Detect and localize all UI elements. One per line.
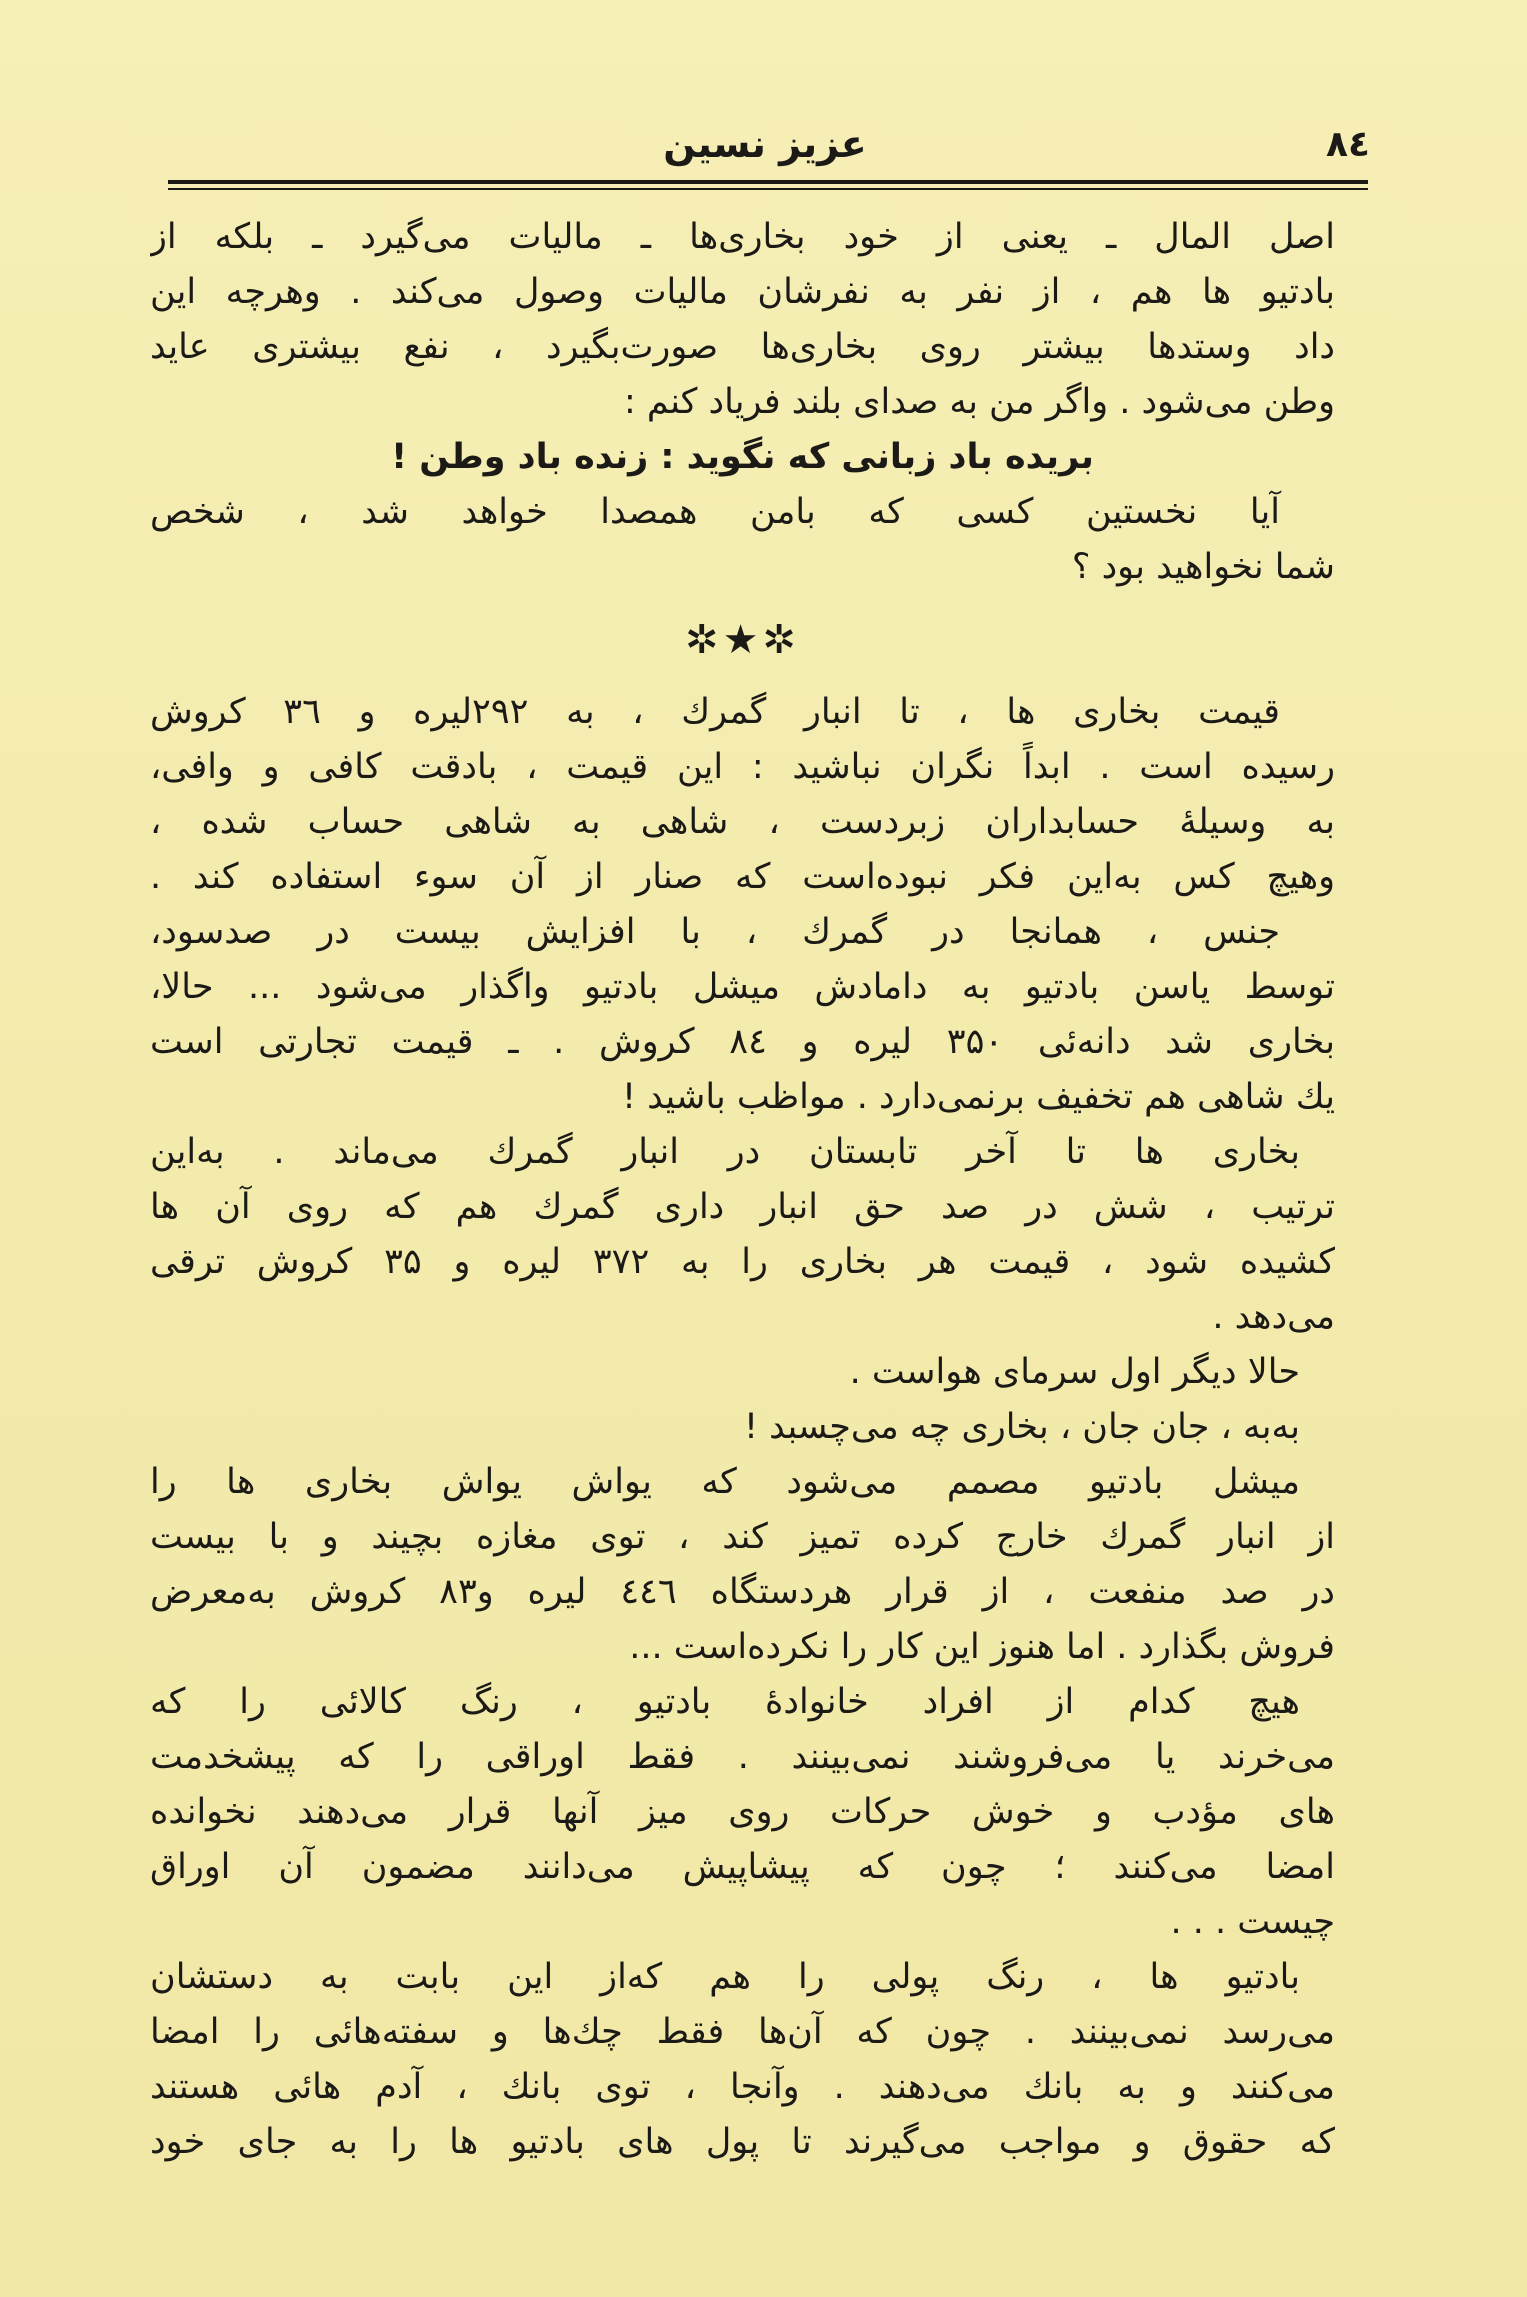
text-line: به‌به ، جان جان ، بخاری چه می‌چسبد ! [743,1407,1300,1447]
text-line-emphasis: بریده باد زبانی که نگوید : زنده باد وطن ! [391,437,1094,477]
text-line: یك شاهی هم تخفیف برنمی‌دارد . مواظب باشید ! [621,1077,1335,1117]
text-line: های مؤدب و خوش حرکات روی میز آنها قرار می‌دهند نخوانده [150,1792,1335,1832]
text-line: اصل المال ـ یعنی از خود بخاری‌ها ـ مالیات می‌گیرد ـ بلکه از [150,217,1335,257]
text-line: داد وستدها بیشتر روی بخاری‌ها صورت‌بگیرد ، نفع بیشتری عاید [150,327,1335,367]
text-line: می‌خرند یا می‌فروشند نمی‌بینند . فقط اوراقی را که پیشخدمت [150,1737,1335,1777]
text-line: فروش بگذارد . اما هنوز این کار را نکرده‌است ... [629,1627,1335,1667]
text-line: می‌رسد نمی‌بینند . چون که آن‌ها فقط چك‌ها و سفته‌هائی را امضا [150,2012,1335,2052]
text-line: بخاری شد دانه‌ئی ۳۵۰ لیره و ٨٤ کروش . ـ قیمت تجارتی است [150,1022,1335,1062]
header-rule-thin [168,188,1368,190]
text-line: هیچ کدام از افراد خانوادهٔ بادتیو ، رنگ کالائی را که [150,1682,1300,1722]
body-text [150,210,1335,2170]
text-line: امضا می‌کنند ؛ چون که پیشاپیش می‌دانند مضمون آن اوراق [150,1847,1335,1887]
text-line: شما نخواهید بود ؟ [1071,547,1335,587]
text-line: بادتیو ها ، رنگ پولی را هم که‌از این بابت به دستشان [150,1957,1300,1997]
text-line: قیمت بخاری ها ، تا انبار گمرك ، به ۲۹۲لیره و ۳٦ کروش [150,692,1280,732]
text-line: میشل بادتیو مصمم می‌شود که یواش یواش بخاری ها را [150,1462,1300,1502]
text-line: توسط یاسن بادتیو به دامادش میشل بادتیو واگذار می‌شود ... حالا، [150,967,1335,1007]
text-line: کشیده شود ، قیمت هر بخاری را به ۳۷۲ لیره و ۳۵ کروش ترقی [150,1242,1335,1282]
text-line: در صد منفعت ، از قرار هردستگاه ٤٤٦ لیره و۸۳ کروش به‌معرض [150,1572,1335,1612]
page-number: ٨٤ [1326,124,1370,165]
text-line: آیا نخستین کسی که بامن همصدا خواهد شد ، شخص [150,492,1280,532]
page-header [160,120,1370,180]
text-line: ترتیب ، شش در صد حق انبار داری گمرك هم که روی آن ها [150,1187,1335,1227]
text-line: بخاری ها تا آخر تابستان در انبار گمرك می‌ماند . به‌این [150,1132,1300,1172]
text-line: جنس ، همانجا در گمرك ، با افزایش بیست در صدسود، [150,912,1280,952]
text-line: بادتیو ها هم ، از نفر به نفرشان مالیات وصول می‌کند . وهرچه این [150,272,1335,312]
header-rule-thick [168,180,1368,184]
section-ornament: ✲★✲ [685,617,800,663]
text-line: وطن می‌شود . واگر من به صدای بلند فریاد کنم : [623,382,1335,422]
text-line: می‌کنند و به بانك می‌دهند . وآنجا ، توی بانك ، آدم هائی هستند [150,2067,1335,2107]
text-line: که حقوق و مواجب می‌گیرند تا پول های بادتیو ها را به جای خود [150,2122,1335,2162]
text-line: چیست . . . [1170,1902,1335,1942]
text-line: می‌دهد . [1212,1297,1335,1337]
running-title: عزیز نسین [663,122,867,166]
text-line: وهیچ کس به‌این فکر نبوده‌است که صنار از آن سوء استفاده کند . [150,857,1335,897]
text-line: از انبار گمرك خارج کرده تمیز کند ، توی مغازه بچیند و با بیست [150,1517,1335,1557]
text-line: رسیده است . ابداً نگران نباشید : این قیمت ، بادقت کافی و وافی، [150,747,1335,787]
text-line: به وسیلهٔ حسابداران زبردست ، شاهی به شاهی حساب شده ، [150,802,1335,842]
text-line: حالا دیگر اول سرمای هواست . [849,1352,1300,1392]
